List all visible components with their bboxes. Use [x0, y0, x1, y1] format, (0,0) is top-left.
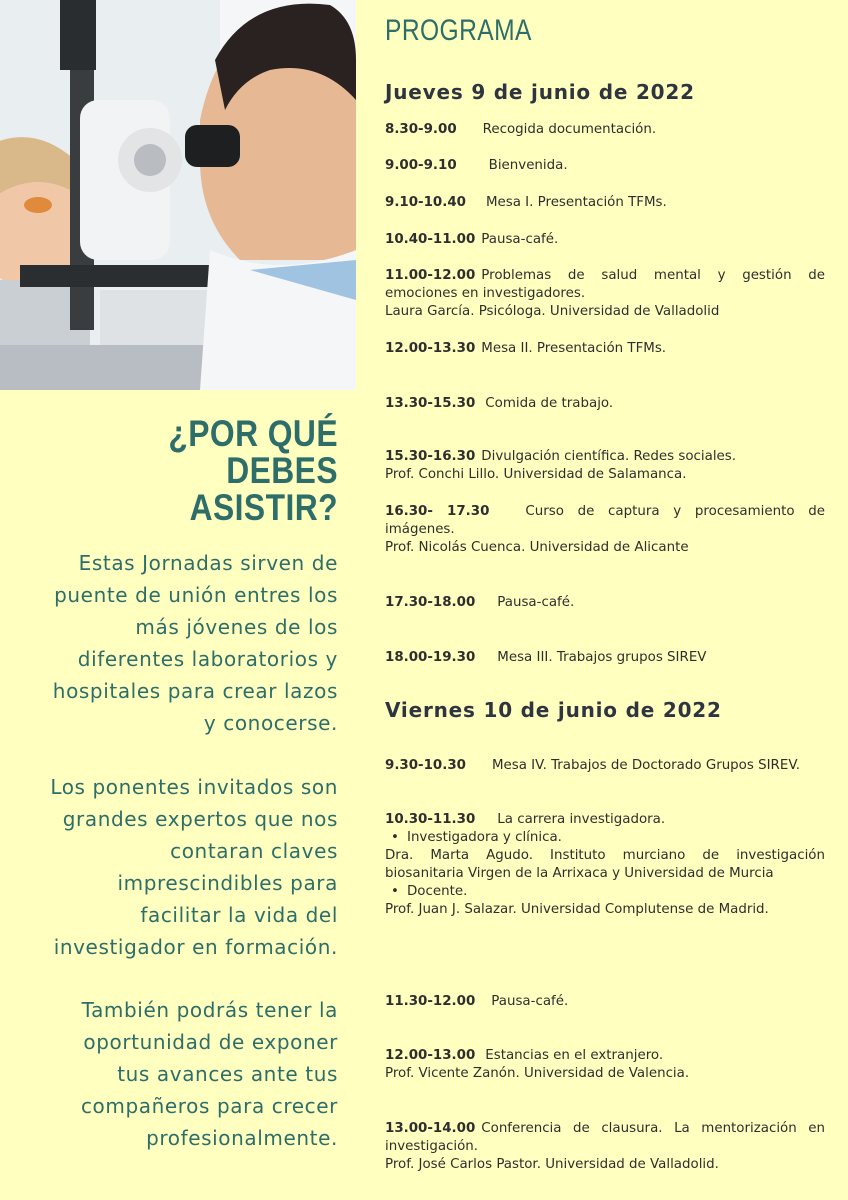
- slit-lamp-exam-illustration: [0, 0, 356, 390]
- heading-line-2: ASISTIR?: [189, 487, 338, 528]
- schedule-entry: 13.30-15.30 Comida de trabajo.: [385, 396, 614, 411]
- heading-line-1: ¿POR QUÉ DEBES: [168, 413, 338, 491]
- schedule-entry: 9.10-10.40 Mesa I. Presentación TFMs.: [385, 195, 667, 210]
- schedule-entry: 11.00-12.00 Problemas de salud mental y gestión de emociones en investigadores. Laura García. Psicóloga. Universidad de Valladolid: [385, 268, 825, 319]
- schedule-entry: 12.00-13.30 Mesa II. Presentación TFMs.: [385, 341, 667, 356]
- day-heading-thursday: Jueves 9 de junio de 2022: [385, 80, 695, 104]
- schedule-entry: 9.30-10.30 Mesa IV. Trabajos de Doctorado Grupos SIREV.: [385, 758, 801, 773]
- schedule-entry: 13.00-14.00 Conferencia de clausura. La mentorización en investigación. Prof. José Carlos Pastor. Universidad de Valladolid.: [385, 1121, 825, 1172]
- schedule-entry: 16.30- 17.30 Curso de captura y procesamiento de imágenes. Prof. Nicolás Cuenca. Universidad de Alicante: [385, 504, 825, 555]
- schedule-entry: 9.00-9.10 Bienvenida.: [385, 158, 568, 173]
- paragraph-opportunity: También podrás tener la oportunidad de exponer tus avances ante tus compañeros para crecer profesionalmente.: [80, 998, 338, 1150]
- schedule-entry: 10.40-11.00 Pausa-café.: [385, 232, 559, 247]
- hero-photo: [0, 0, 356, 390]
- schedule-entry: 17.30-18.00 Pausa-café.: [385, 595, 575, 610]
- schedule-entry: 12.00-13.00 Estancias en el extranjero. Prof. Vicente Zanón. Universidad de Valencia.: [385, 1048, 690, 1081]
- schedule-entry: 15.30-16.30 Divulgación científica. Redes sociales. Prof. Conchi Lillo. Universidad de Salamanca.: [385, 449, 737, 482]
- schedule-entry: 11.30-12.00 Pausa-café.: [385, 994, 569, 1009]
- schedule-entry: 10.30-11.30 La carrera investigadora. • Investigadora y clínica. Dra. Marta Agudo. Instituto murciano de investigación biosanitaria Virgen de la Arrixaca y Universidad de Murcia • Docente. Prof. Juan J. Salazar. Universidad Complutense de Madrid.: [385, 811, 825, 919]
- day-heading-friday: Viernes 10 de junio de 2022: [385, 698, 722, 722]
- paragraph-speakers: Los ponentes invitados son grandes expertos que nos contaran claves imprescindibles para facilitar la vida del investigador en formación.: [50, 775, 338, 959]
- why-attend-heading: [54, 415, 338, 526]
- programme-title: PROGRAMA: [385, 14, 532, 47]
- schedule-entry: 18.00-19.30 Mesa III. Trabajos grupos SIREV: [385, 650, 707, 665]
- paragraph-purpose: Estas Jornadas sirven de puente de unión entres los más jóvenes de los diferentes laboratorios y hospitales para crear lazos y conocerse.: [52, 551, 338, 735]
- schedule-entry: 8.30-9.00 Recogida documentación.: [385, 122, 657, 137]
